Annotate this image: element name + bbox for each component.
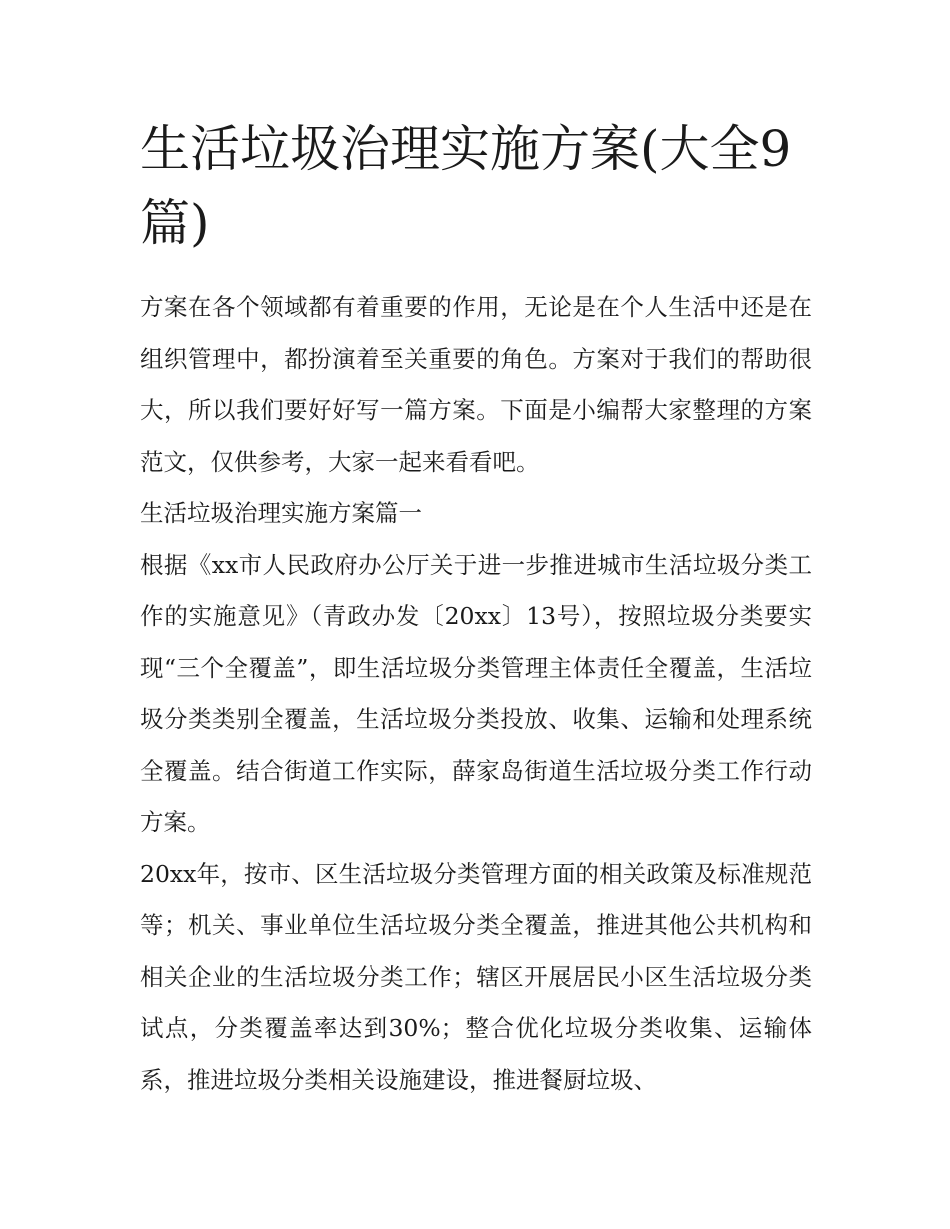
body-paragraph: 20xx年，按市、区生活垃圾分类管理方面的相关政策及标准规范等；机关、事业单位生活垃圾分类全覆盖，推进其他公共机构和相关企业的生活垃圾分类工作；辖区开展居民小区生活垃圾分类试点，分类覆盖率达到30%；整合优化垃圾分类收集、运输体系，推进垃圾分类相关设施建设，推进餐厨垃圾、 <box>140 859 812 1094</box>
body-paragraph: 根据《xx市人民政府办公厅关于进一步推进城市生活垃圾分类工作的实施意见》（青政办发〔20xx〕13号），按照垃圾分类要实现“三个全覆盖”，即生活垃圾分类管理主体责任全覆盖，生活垃圾分类类别全覆盖，生活垃圾分类投放、收集、运输和处理系统全覆盖。结合街道工作实际，薛家岛街道生活垃圾分类工作行动方案。 <box>140 550 812 836</box>
section-heading: 生活垃圾治理实施方案篇一 <box>140 499 422 527</box>
intro-paragraph: 方案在各个领域都有着重要的作用，无论是在个人生活中还是在组织管理中，都扮演着至关重要的角色。方案对于我们的帮助很大，所以我们要好好写一篇方案。下面是小编帮大家整理的方案范文，仅供参考，大家一起来看看吧。 <box>140 293 812 476</box>
document-title: 生活垃圾治理实施方案(大全9篇) <box>140 120 792 252</box>
document-page <box>140 112 812 1106</box>
document-body <box>140 282 812 1106</box>
